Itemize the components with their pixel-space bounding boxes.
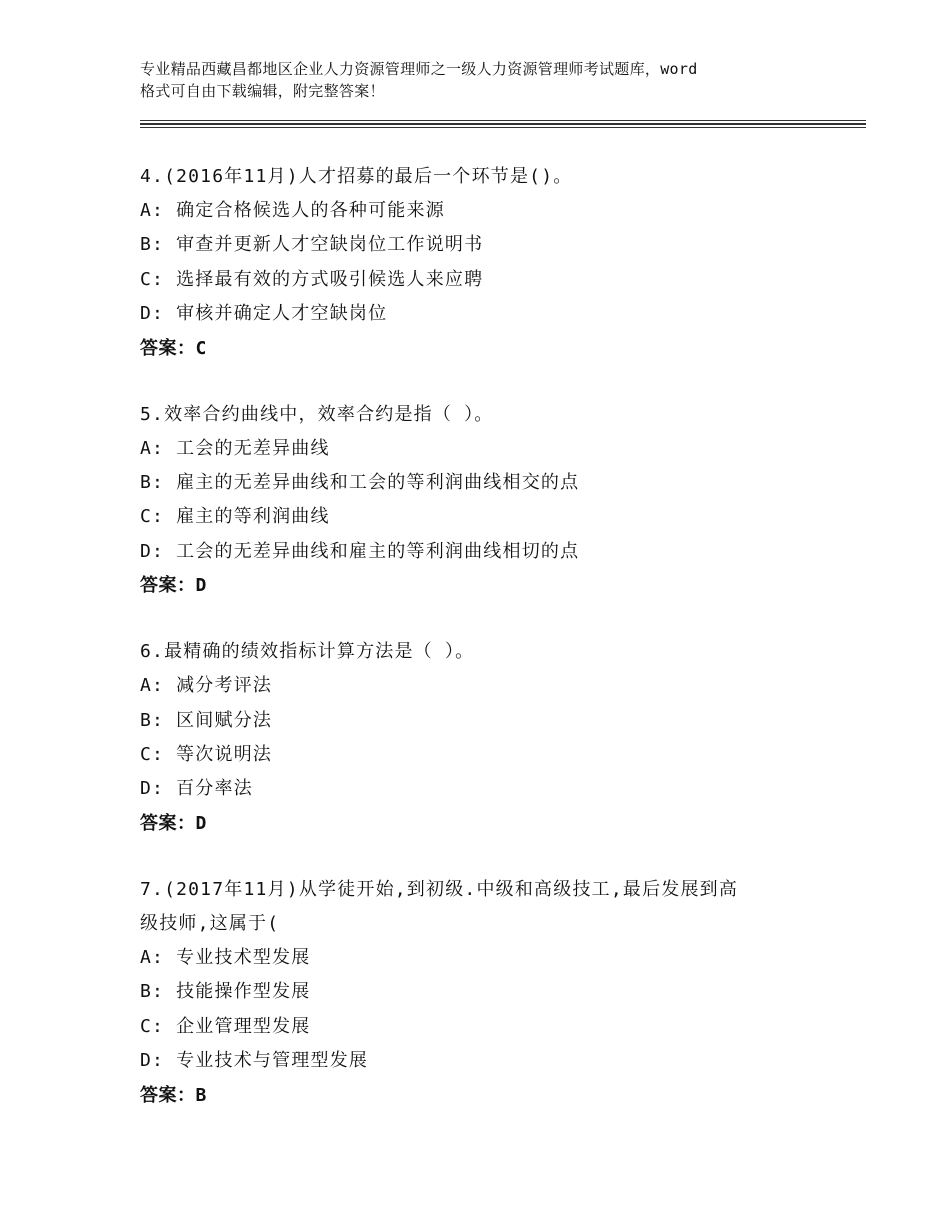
question-7 (140, 873, 820, 1113)
question-stem-line-1: 7.(2017年11月)从学徒开始,到初级.中级和高级技工,最后发展到高 (140, 878, 739, 900)
question-list (140, 160, 820, 1145)
option-d: D: 专业技术与管理型发展 (140, 1050, 369, 1072)
option-d: D: 百分率法 (140, 778, 253, 800)
option-d: D: 工会的无差异曲线和雇主的等利润曲线相切的点 (140, 540, 580, 562)
option-c: C: 等次说明法 (140, 744, 273, 766)
answer-label: 答案：C (140, 337, 207, 359)
answer-label: 答案：B (140, 1084, 207, 1106)
option-a: A: 减分考评法 (140, 675, 273, 697)
answer-label: 答案：D (140, 575, 207, 597)
question-stem: 6.最精确的绩效指标计算方法是（ ）。 (140, 641, 475, 663)
option-a: A: 确定合格候选人的各种可能来源 (140, 200, 445, 221)
header-rule-bottom (140, 127, 866, 128)
header-line-1: 专业精品西藏昌都地区企业人力资源管理师之一级人力资源管理师考试题库，word (140, 60, 698, 78)
option-b: B: 技能操作型发展 (140, 981, 311, 1003)
header-rule-top (140, 120, 866, 121)
question-4 (140, 160, 820, 366)
question-stem-line-2: 级技师,这属于( (140, 912, 280, 934)
question-6 (140, 635, 820, 841)
option-b: B: 审查并更新人才空缺岗位工作说明书 (140, 234, 484, 256)
option-b: B: 区间赋分法 (140, 709, 273, 731)
option-b: B: 雇主的无差异曲线和工会的等利润曲线相交的点 (140, 472, 580, 494)
question-stem: 5.效率合约曲线中，效率合约是指（ ）。 (140, 403, 494, 425)
question-5 (140, 398, 820, 604)
header-line-2: 格式可自由下载编辑，附完整答案！ (140, 82, 385, 100)
option-d: D: 审核并确定人才空缺岗位 (140, 303, 388, 325)
answer-label: 答案：D (140, 812, 207, 834)
document-header (140, 58, 840, 102)
option-c: C: 选择最有效的方式吸引候选人来应聘 (140, 268, 484, 290)
question-stem: 4.(2016年11月)人才招募的最后一个环节是()。 (140, 166, 573, 187)
option-c: C: 雇主的等利润曲线 (140, 506, 330, 528)
header-rule-middle (140, 123, 866, 125)
option-a: A: 专业技术型发展 (140, 946, 311, 968)
option-c: C: 企业管理型发展 (140, 1015, 311, 1037)
option-a: A: 工会的无差异曲线 (140, 437, 330, 459)
